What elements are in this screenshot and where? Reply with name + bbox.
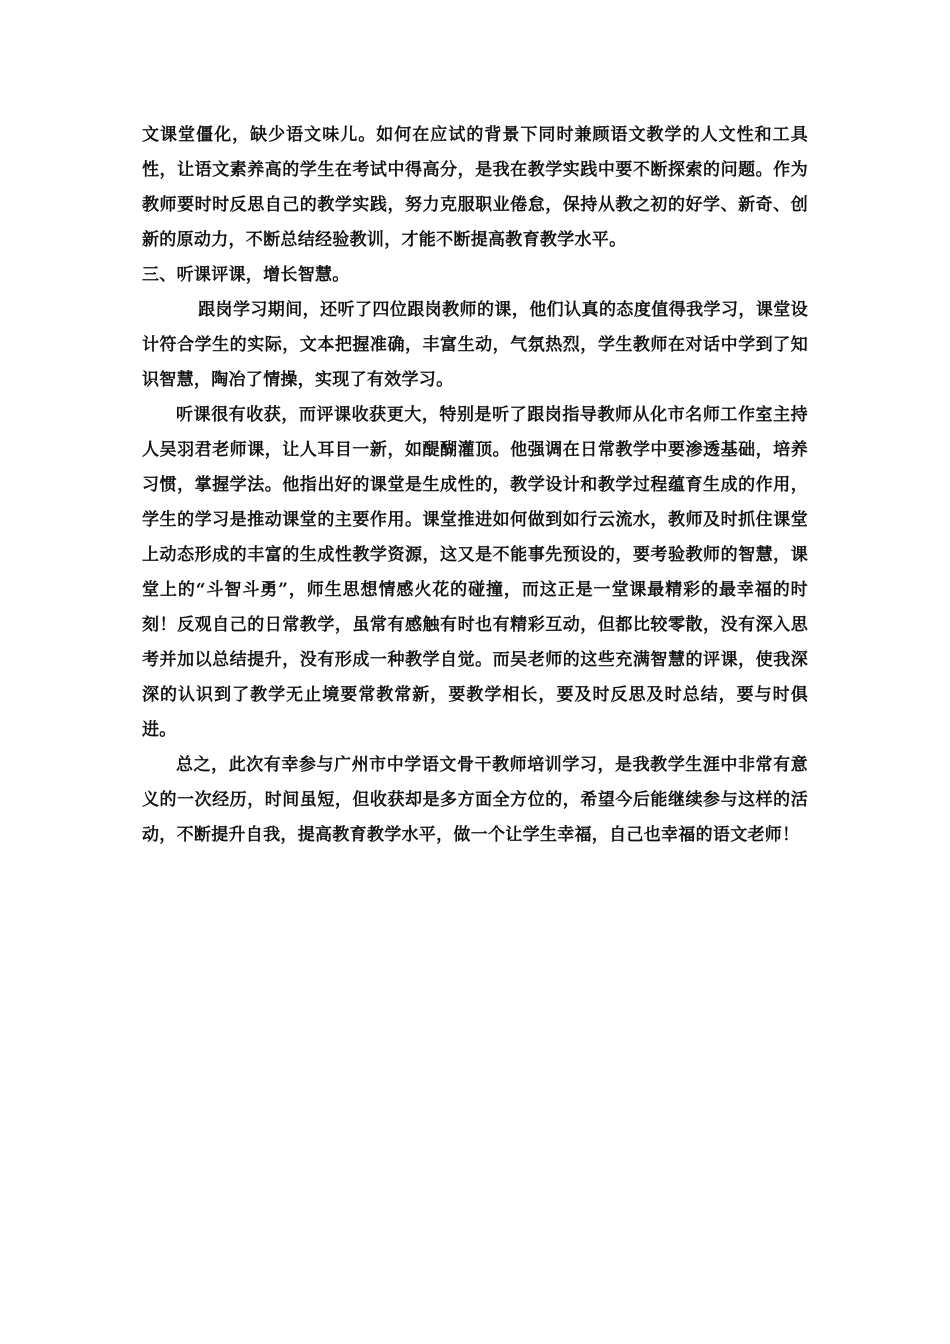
paragraph-conclusion: 总之，此次有幸参与广州市中学语文骨干教师培训学习，是我教学生涯中非常有意义的一次经历，时间虽短，但收获却是多方面全方位的，希望今后能继续参与这样的活动，不断提升自我，提高教育教学水平，做一个让学生幸福，自己也幸福的语文老师！ bbox=[142, 755, 808, 845]
paragraph-continuation: 文课堂僵化，缺少语文味儿。如何在应试的背景下同时兼顾语文教学的人文性和工具性，让语文素养高的学生在考试中得高分，是我在教学实践中要不断探索的问题。作为教师要时时反思自己的教学实践，努力克服职业倦怠，保持从教之初的好学、新奇、创新的原动力，不断总结经验教训，才能不断提高教育教学水平。 bbox=[142, 125, 808, 250]
section-heading-listening: 三、听课评课，增长智慧。 bbox=[142, 265, 350, 285]
paragraph-evaluation: 听课很有收获，而评课收获更大，特别是听了跟岗指导教师从化市名师工作室主持人吴羽君老师课，让人耳目一新，如醍醐灌顶。他强调在日常教学中要渗透基础，培养习惯，掌握学法。他指出好的课堂是生成性的，教学设计和教学过程蕴育生成的作用，学生的学习是推动课堂的主要作用。课堂推进如何做到如行云流水，教师及时抓住课堂上动态形成的丰富的生成性教学资源，这又是不能事先预设的，要考验教师的智慧，课堂上的“斗智斗勇”，师生思想情感火花的碰撞，而这正是一堂课最精彩的最幸福的时刻！反观自己的日常教学，虽常有感触有时也有精彩互动，但都比较零散，没有深入思考并加以总结提升，没有形成一种教学自觉。而吴老师的这些充满智慧的评课，使我深深的认识到了教学无止境要常教常新，要教学相长，要及时反思及时总结，要与时俱进。 bbox=[142, 405, 808, 740]
document-body bbox=[142, 118, 808, 853]
paragraph-observation: 跟岗学习期间，还听了四位跟岗教师的课，他们认真的态度值得我学习，课堂设计符合学生的实际，文本把握准确，丰富生动，气氛热烈，学生教师在对话中学到了知识智慧，陶冶了情操，实现了有效学习。 bbox=[142, 300, 808, 390]
